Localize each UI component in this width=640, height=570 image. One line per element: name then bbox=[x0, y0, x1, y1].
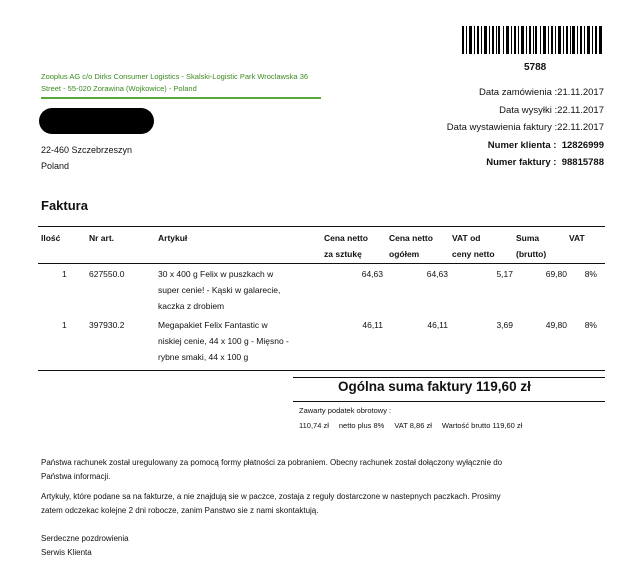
row-total-net: 46,11 bbox=[427, 320, 448, 330]
header-qty: Ilość bbox=[41, 233, 61, 243]
closing-signature: Serwis Klienta bbox=[41, 548, 92, 557]
row-qty: 1 bbox=[62, 269, 67, 279]
header-total-net bbox=[389, 230, 433, 262]
closing-greeting: Serdeczne pozdrowienia bbox=[41, 534, 129, 543]
tax-net: 110,74 zł bbox=[299, 421, 329, 430]
header-vat-amount-line1: VAT od bbox=[452, 233, 481, 243]
row-qty: 1 bbox=[62, 320, 67, 330]
order-date-value: 21.11.2017 bbox=[557, 87, 604, 98]
header-vat-amount bbox=[452, 230, 495, 262]
header-unit-net-line1: Cena netto bbox=[324, 233, 368, 243]
header-unit-net bbox=[324, 230, 368, 262]
invoice-number-label: Numer faktury : bbox=[486, 157, 557, 168]
invoice-meta bbox=[447, 84, 604, 172]
header-article: Artykuł bbox=[158, 233, 188, 243]
row-art-no: 627550.0 bbox=[89, 269, 125, 279]
delivery-note-line1: Artykuły, które podane sa na fakturze, a nie znajdują sie w paczce, zostaja z reguły dostarczone w nastepnych paczkach. Prosimy bbox=[41, 492, 501, 501]
recipient-address bbox=[41, 142, 132, 174]
payment-note bbox=[41, 456, 596, 484]
header-gross-line1: Suma bbox=[516, 233, 540, 243]
row-article-line2: niskiej cenie, 44 x 100 g - Mięsno - bbox=[158, 336, 289, 346]
order-date-label: Data zamówienia : bbox=[479, 87, 558, 98]
row-article-line1: 30 x 400 g Felix w puszkach w bbox=[158, 269, 274, 279]
barcode-number: 5788 bbox=[524, 62, 547, 73]
tax-breakdown bbox=[299, 421, 532, 430]
barcode-image bbox=[462, 26, 602, 54]
header-art-no: Nr art. bbox=[89, 233, 115, 243]
row-unit-net: 46,11 bbox=[362, 320, 383, 330]
invoice-number-row bbox=[447, 154, 604, 172]
header-vat-rate: VAT bbox=[569, 233, 585, 243]
page-title: Faktura bbox=[41, 198, 88, 213]
invoice-date-row bbox=[447, 119, 604, 137]
header-vat-amount-line2: ceny netto bbox=[452, 249, 495, 259]
row-article-line3: kaczka z drobiem bbox=[158, 301, 225, 311]
row-total-net: 64,63 bbox=[426, 269, 448, 279]
invoice-number-value: 98815788 bbox=[561, 157, 604, 168]
total-bottom-rule bbox=[293, 401, 605, 402]
row-article-line2: super cenie! - Kąski w galarecie, bbox=[158, 285, 281, 295]
recipient-country: Poland bbox=[41, 161, 70, 171]
payment-note-line1: Państwa rachunek został uregulowany za pomocą formy płatności za pobraniem. Obecny rachunek został dołączony wyłącznie do bbox=[41, 458, 503, 467]
tax-label: Zawarty podatek obrotowy : bbox=[299, 406, 392, 415]
row-gross: 69,80 bbox=[545, 269, 567, 279]
table-header-rule bbox=[38, 263, 605, 264]
customer-number-value: 12826999 bbox=[561, 139, 604, 151]
row-article-line1: Megapakiet Felix Fantastic w bbox=[158, 320, 268, 330]
table-top-rule bbox=[38, 226, 605, 227]
row-article-line3: rybne smaki, 44 x 100 g bbox=[158, 352, 249, 362]
payment-note-line2: Państwa informacji. bbox=[41, 472, 111, 481]
row-vat-rate: 8% bbox=[584, 269, 597, 279]
row-article bbox=[158, 266, 280, 314]
table-bottom-rule bbox=[38, 370, 605, 371]
closing bbox=[41, 532, 596, 560]
header-unit-net-line2: za sztukę bbox=[324, 249, 362, 259]
total-top-rule bbox=[293, 377, 605, 378]
tax-gross: Wartość brutto 119,60 zł bbox=[441, 421, 523, 430]
row-vat-amount: 5,17 bbox=[496, 269, 513, 279]
row-vat-amount: 3,69 bbox=[496, 320, 513, 330]
row-gross: 49,80 bbox=[545, 320, 567, 330]
row-vat-rate: 8% bbox=[584, 320, 597, 330]
redacted-recipient-name bbox=[39, 108, 154, 134]
tax-rate: netto plus 8% bbox=[338, 421, 385, 430]
customer-number-label: Numer klienta : bbox=[487, 139, 557, 151]
sender-address: Zooplus AG c/o Dirks Consumer Logistics - Skalski-Logistic Park Wroclawska 36 Street - 55-020 Zorawina (Wojkowice) - Poland bbox=[41, 72, 309, 93]
order-date-row bbox=[447, 84, 604, 102]
ship-date-value: 22.11.2017 bbox=[557, 104, 604, 116]
row-unit-net: 64,63 bbox=[361, 269, 383, 279]
header-gross bbox=[516, 230, 546, 262]
delivery-note-line2: zatem odczekac kolejne 2 dni robocze, zanim Panstwo sie z nami skontaktują. bbox=[41, 506, 319, 515]
ship-date-label: Data wysyłki : bbox=[499, 104, 558, 116]
header-total-net-line1: Cena netto bbox=[389, 233, 433, 243]
sender-divider bbox=[41, 97, 321, 99]
delivery-note bbox=[41, 490, 596, 518]
invoice-total: Ogólna suma faktury 119,60 zł bbox=[338, 379, 531, 394]
row-article bbox=[158, 317, 289, 365]
row-art-no: 397930.2 bbox=[89, 320, 125, 330]
tax-vat: VAT 8,86 zł bbox=[394, 421, 432, 430]
ship-date-row bbox=[447, 102, 604, 120]
invoice-date-label: Data wystawienia faktury : bbox=[446, 122, 558, 133]
recipient-city-line: 22-460 Szczebrzeszyn bbox=[41, 145, 133, 155]
invoice-date-value: 22.11.2017 bbox=[557, 122, 604, 133]
header-gross-line2: (brutto) bbox=[516, 249, 547, 259]
header-total-net-line2: ogółem bbox=[389, 249, 420, 259]
customer-number-row bbox=[447, 137, 604, 155]
